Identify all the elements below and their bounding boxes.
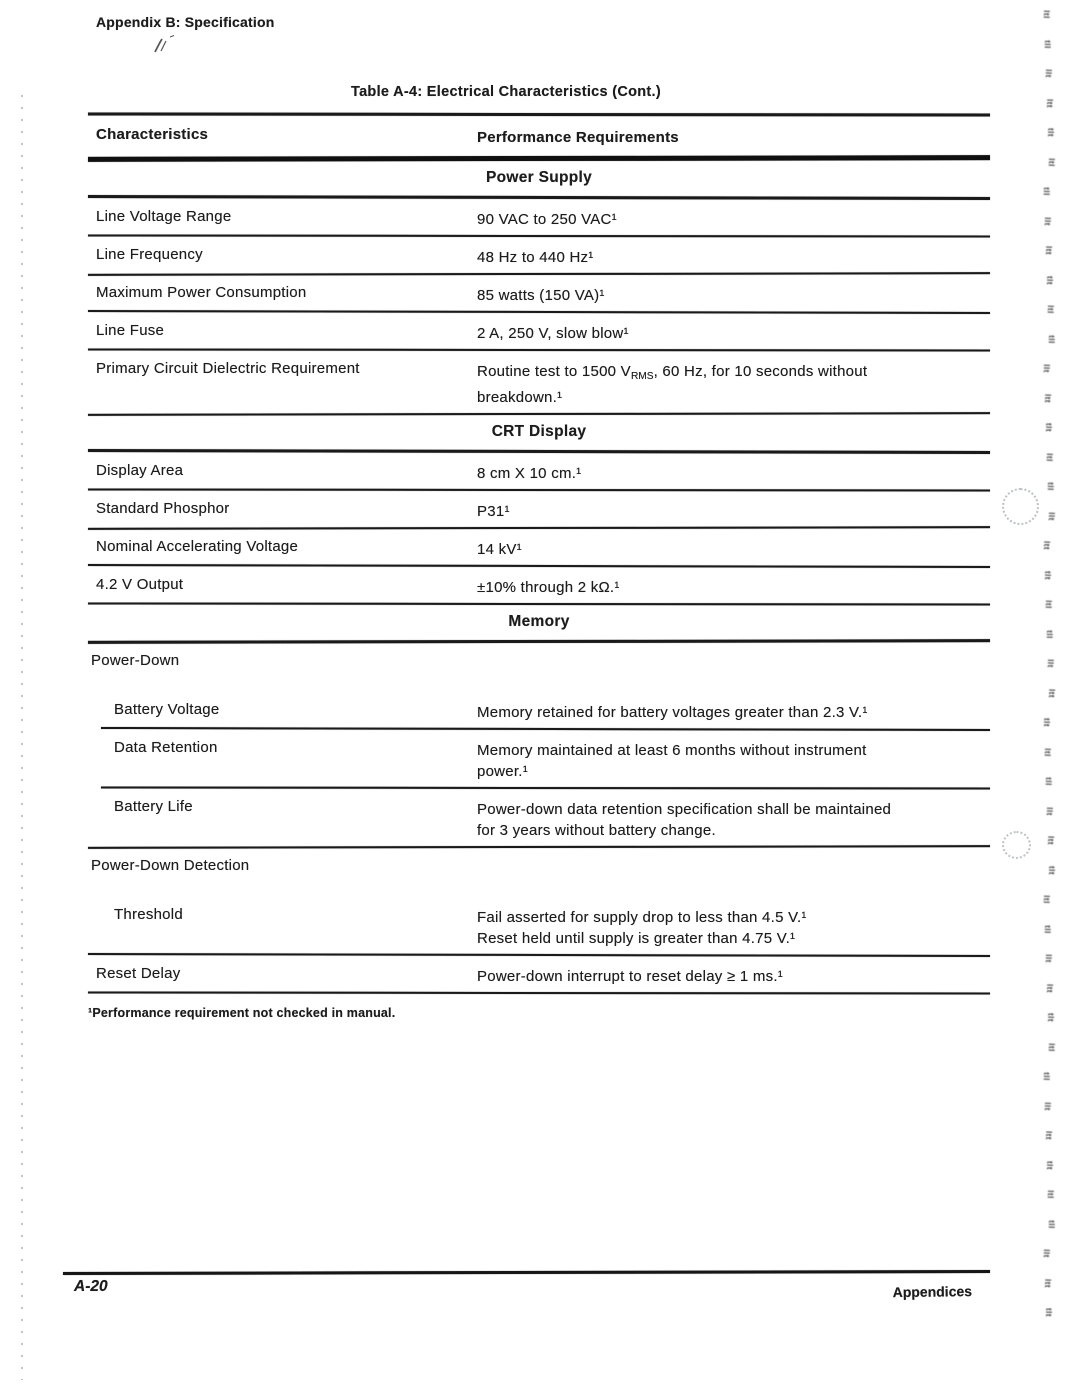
table-row xyxy=(88,453,990,489)
page-bleed-mark-artifact: ltl xyxy=(1041,10,1051,19)
table-row xyxy=(88,199,990,235)
row-value xyxy=(477,285,990,306)
row-value xyxy=(477,799,990,841)
page-bleed-mark-artifact: ltl xyxy=(1044,452,1054,462)
row-value xyxy=(477,740,990,782)
row-value xyxy=(477,501,990,522)
value-line: 48 Hz to 440 Hz¹ xyxy=(477,249,594,266)
page-bleed-mark-artifact: ltt xyxy=(1043,245,1054,256)
row-label: Nominal Accelerating Voltage xyxy=(96,538,299,555)
page-bleed-mark-artifact: tlt xyxy=(1043,422,1054,433)
row-label: Threshold xyxy=(114,906,183,923)
row-value xyxy=(477,966,990,987)
page-bleed-mark-artifact: llt xyxy=(1043,69,1053,78)
value-line: Memory retained for battery voltages greater than 2.3 V.¹ xyxy=(477,704,868,721)
value-line: ±10% through 2 kΩ.¹ xyxy=(477,579,620,596)
page-bleed-mark-artifact: tlt xyxy=(1045,127,1056,138)
section-title: Power Supply xyxy=(485,169,593,186)
row-label: Standard Phosphor xyxy=(96,500,230,517)
row-label: Battery Voltage xyxy=(114,701,220,718)
table-row xyxy=(88,351,990,413)
value-line: Power-down interrupt to reset delay ≥ 1 ms.¹ xyxy=(477,968,784,985)
page-bleed-mark-artifact: ltt xyxy=(1042,393,1053,403)
handwritten-mark-artifact xyxy=(150,32,180,56)
row-value xyxy=(477,907,990,949)
footer-rule xyxy=(63,1270,990,1275)
scan-circle-artifact xyxy=(1002,488,1039,525)
col-header-characteristics: Characteristics xyxy=(96,126,209,143)
value-line: 8 cm X 10 cm.¹ xyxy=(477,465,582,482)
page-bleed-mark-artifact: tll xyxy=(1042,39,1052,49)
row-label: Primary Circuit Dielectric Requirement xyxy=(96,360,360,377)
page-bleed-mark-artifact: ltt xyxy=(1046,688,1057,698)
page-bleed-mark-artifact: llt xyxy=(1046,511,1056,521)
value-line: 14 kV¹ xyxy=(477,541,522,558)
row-label: Power-Down Detection xyxy=(91,857,250,874)
row-label: Display Area xyxy=(96,462,184,479)
row-label: Power-Down xyxy=(91,652,180,669)
table-row xyxy=(88,692,990,728)
page-bleed-mark-artifact: tlt xyxy=(1046,865,1057,875)
page-bleed-mark-artifact: ltl xyxy=(1042,747,1052,757)
page-bleed-mark-artifact: ltl xyxy=(1043,600,1053,609)
spec-table xyxy=(88,113,990,1020)
page-bleed-mark-artifact: tll xyxy=(1043,777,1053,786)
table-row xyxy=(88,643,990,692)
table-row xyxy=(88,848,990,897)
table-row xyxy=(88,730,990,787)
row-label: Line Frequency xyxy=(96,246,203,263)
value-line: 2 A, 250 V, slow blow¹ xyxy=(477,325,629,342)
page-bleed-mark-artifact: llt xyxy=(1041,1249,1051,1258)
row-value xyxy=(477,463,990,484)
page-bleed-mark-artifact: ltl xyxy=(1046,1042,1056,1052)
value-line: breakdown.¹ xyxy=(477,389,563,406)
row-value xyxy=(477,209,990,230)
table-title: Table A-4: Electrical Characteristics (Cont.) xyxy=(350,84,662,100)
row-value xyxy=(477,539,990,560)
table-row xyxy=(88,529,990,565)
table-row xyxy=(88,237,990,273)
table-row xyxy=(88,491,990,527)
page-bleed-mark-artifact: tlt xyxy=(1043,1307,1054,1318)
row-label: Data Retention xyxy=(114,739,218,756)
page-bleed-mark-artifact: ltl xyxy=(1046,157,1056,167)
value-line: 85 watts (150 VA)¹ xyxy=(477,287,605,304)
row-label: Line Fuse xyxy=(96,322,165,339)
value-line: P31¹ xyxy=(477,503,510,520)
row-value xyxy=(477,247,990,268)
value-line: power.¹ xyxy=(477,763,528,780)
col-header-performance-requirements: Performance Requirements xyxy=(477,129,679,146)
scan-circle-artifact xyxy=(1002,831,1031,859)
value-line: Fail asserted for supply drop to less than 4.5 V.¹ xyxy=(477,909,807,926)
section-title: Memory xyxy=(508,613,570,630)
page-bleed-mark-artifact: ltl xyxy=(1045,1190,1055,1199)
page-bleed-mark-artifact: llt xyxy=(1043,954,1053,963)
page-bleed-mark-artifact: ltt xyxy=(1044,983,1055,993)
value-line: Memory maintained at least 6 months without instrument xyxy=(477,742,867,759)
page-bleed-mark-artifact: tll xyxy=(1041,1072,1051,1081)
table-row xyxy=(88,956,990,992)
page-bleed-mark-artifact: tlt xyxy=(1045,1012,1056,1023)
value-line: 90 VAC to 250 VAC¹ xyxy=(477,211,617,228)
page-bleed-mark-artifact: llt xyxy=(1041,364,1051,373)
scan-fold-line-artifact xyxy=(21,95,23,1380)
value-line: for 3 years without battery change. xyxy=(477,822,716,839)
page-bleed-mark-artifact: ltt xyxy=(1042,1278,1053,1288)
page-bleed-mark-artifact: tll xyxy=(1041,187,1051,196)
section-title: CRT Display xyxy=(491,423,587,440)
page-bleed-mark-artifact: ltt xyxy=(1043,1130,1054,1141)
page-bleed-mark-artifact: ltl xyxy=(1041,895,1051,904)
page-bleed-mark-artifact: tll xyxy=(1045,482,1055,491)
page-bleed-mark-artifact: ltl xyxy=(1045,305,1055,314)
page-bleed-mark-artifact: llt xyxy=(1042,216,1052,226)
table-row xyxy=(88,567,990,603)
page-bleed-mark-artifact: tlt xyxy=(1044,275,1055,285)
table-header-row xyxy=(88,116,990,156)
page-bleed-mark-artifact: tlt xyxy=(1041,717,1052,728)
page-bleed-mark-artifact: tll xyxy=(1046,334,1056,344)
page-bleed-mark-artifact: ltt xyxy=(1041,540,1052,551)
page-bleed-mark-artifact: llt xyxy=(1045,659,1055,668)
value-line: Routine test to 1500 $V_{RMS}$, 60 Hz, for 10 seconds without xyxy=(477,363,868,382)
row-label: 4.2 V Output xyxy=(96,576,184,593)
footer-section-label: Appendices xyxy=(892,1283,973,1301)
table-row xyxy=(88,275,990,311)
page-bleed-mark-artifact: tlt xyxy=(1042,570,1053,580)
page-bleed-mark-artifact: ltt xyxy=(1044,98,1055,108)
value-line: Power-down data retention specification shall be maintained xyxy=(477,801,892,818)
page-bleed-mark-artifact: llt xyxy=(1044,806,1054,816)
page-bleed-mark-artifact: ltt xyxy=(1045,835,1056,846)
page-number: A-20 xyxy=(74,1278,108,1295)
page-bleed-mark-artifact: tll xyxy=(1044,629,1054,639)
table-footnote: ¹Performance requirement not checked in manual. xyxy=(88,1006,396,1020)
row-value xyxy=(477,361,990,408)
page-bleed-mark-artifact: tll xyxy=(1042,924,1052,934)
row-value xyxy=(477,577,990,598)
table-row xyxy=(88,789,990,846)
row-label: Battery Life xyxy=(114,798,193,815)
row-label: Maximum Power Consumption xyxy=(96,284,307,301)
page-bleed-mark-artifact: tll xyxy=(1046,1219,1056,1229)
running-header: Appendix B: Specification xyxy=(96,14,275,30)
row-label: Line Voltage Range xyxy=(96,208,232,225)
row-value xyxy=(477,323,990,344)
table-row xyxy=(88,313,990,349)
row-value xyxy=(477,702,990,723)
value-line: Reset held until supply is greater than 4.75 V.¹ xyxy=(477,930,796,947)
page-bleed-mark-artifact: tlt xyxy=(1044,1160,1055,1170)
table-row xyxy=(88,897,990,954)
page-bleed-mark-artifact: llt xyxy=(1042,1101,1052,1111)
row-label: Reset Delay xyxy=(96,965,181,982)
